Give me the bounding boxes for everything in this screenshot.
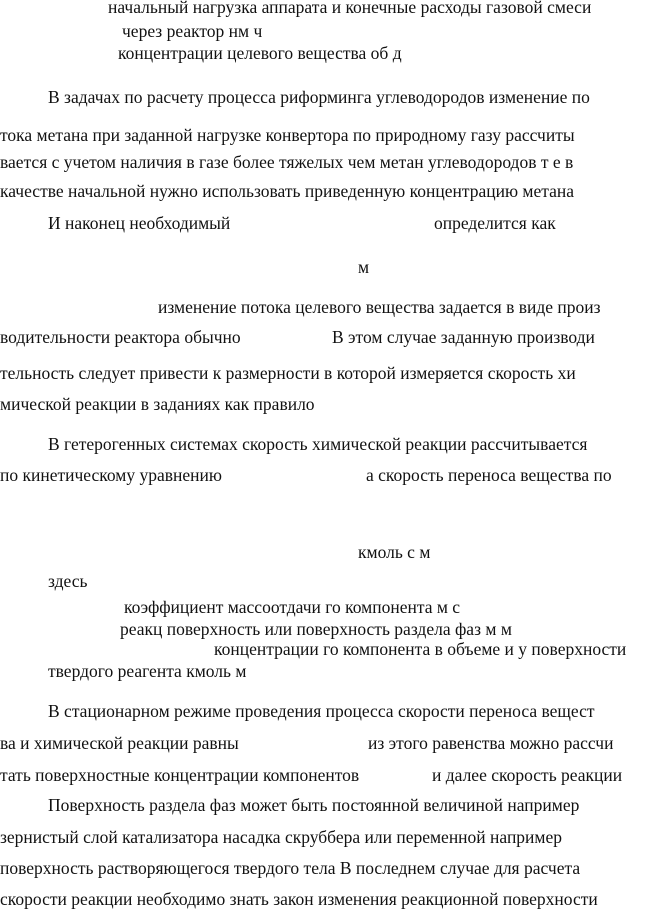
legend-mass-transfer: коэффициент массоотдачи го компонента м с [124,597,461,617]
paragraph-line: мической реакции в заданиях как правило [0,394,315,414]
paragraph-line: ва и химической реакции равны [0,733,239,753]
paragraph-line: из этого равенства можно рассчи [368,733,614,753]
paragraph-line: В задачах по расчету процесса риформинга углеводородов изменение по [48,87,590,107]
paragraph-line: тать поверхностные концентрации компонентов [0,765,360,785]
paragraph-line: и далее скорость реакции [432,765,623,785]
paragraph-line: водительности реактора обычно [0,327,241,347]
paragraph-line: В стационарном режиме проведения процесса скорости переноса вещест [48,701,595,721]
paragraph-line: качестве начальной нужно использовать приведенную концентрацию метана [0,181,575,201]
paragraph-line: определится как [434,213,556,233]
paragraph-line: Поверхность раздела фаз может быть постоянной величиной например [48,795,580,815]
definition-initial-flow: начальный нагрузка аппарата и конечные расходы газовой смеси [108,0,592,17]
paragraph-line: тока метана при заданной нагрузке конвертора по природному газу рассчиты [0,125,575,145]
legend-solid-reagent: твердого реагента кмоль м [48,661,247,681]
paragraph-line: В этом случае заданную производи [332,327,595,347]
paragraph-line: вается с учетом наличия в газе более тяжелых чем метан углеводородов т е в [0,152,574,172]
paragraph-line: а скорость переноса вещества по [366,465,612,485]
paragraph-line: изменение потока целевого вещества задается в виде произ [158,297,601,317]
paragraph-line: В гетерогенных системах скорость химической реакции рассчитывается [48,434,588,454]
paragraph-line: тельность следует привести к размерности в которой измеряется скорость хи [0,363,576,383]
legend-concentrations: концентрации го компонента в объеме и у поверхности [214,639,627,659]
paragraph-line: И наконец необходимый [48,213,231,233]
definition-concentrations: концентрации целевого вещества об д [118,43,402,63]
paragraph-line: по кинетическому уравнению [0,465,222,485]
legend-where: здесь [48,571,88,591]
formula-unit: кмоль с м [358,542,431,562]
paragraph-line: поверхность растворяющегося твердого тела В последнем случае для расчета [0,858,581,878]
legend-surface: реакц поверхность или поверхность раздела фаз м м [120,619,512,639]
formula-unit: м [358,257,370,277]
paragraph-line: скорости реакции необходимо знать закон изменения реакционной поверхности [0,889,598,909]
definition-flow-units: через реактор нм ч [122,21,263,41]
paragraph-line: зернистый слой катализатора насадка скруббера или переменной например [0,827,563,847]
